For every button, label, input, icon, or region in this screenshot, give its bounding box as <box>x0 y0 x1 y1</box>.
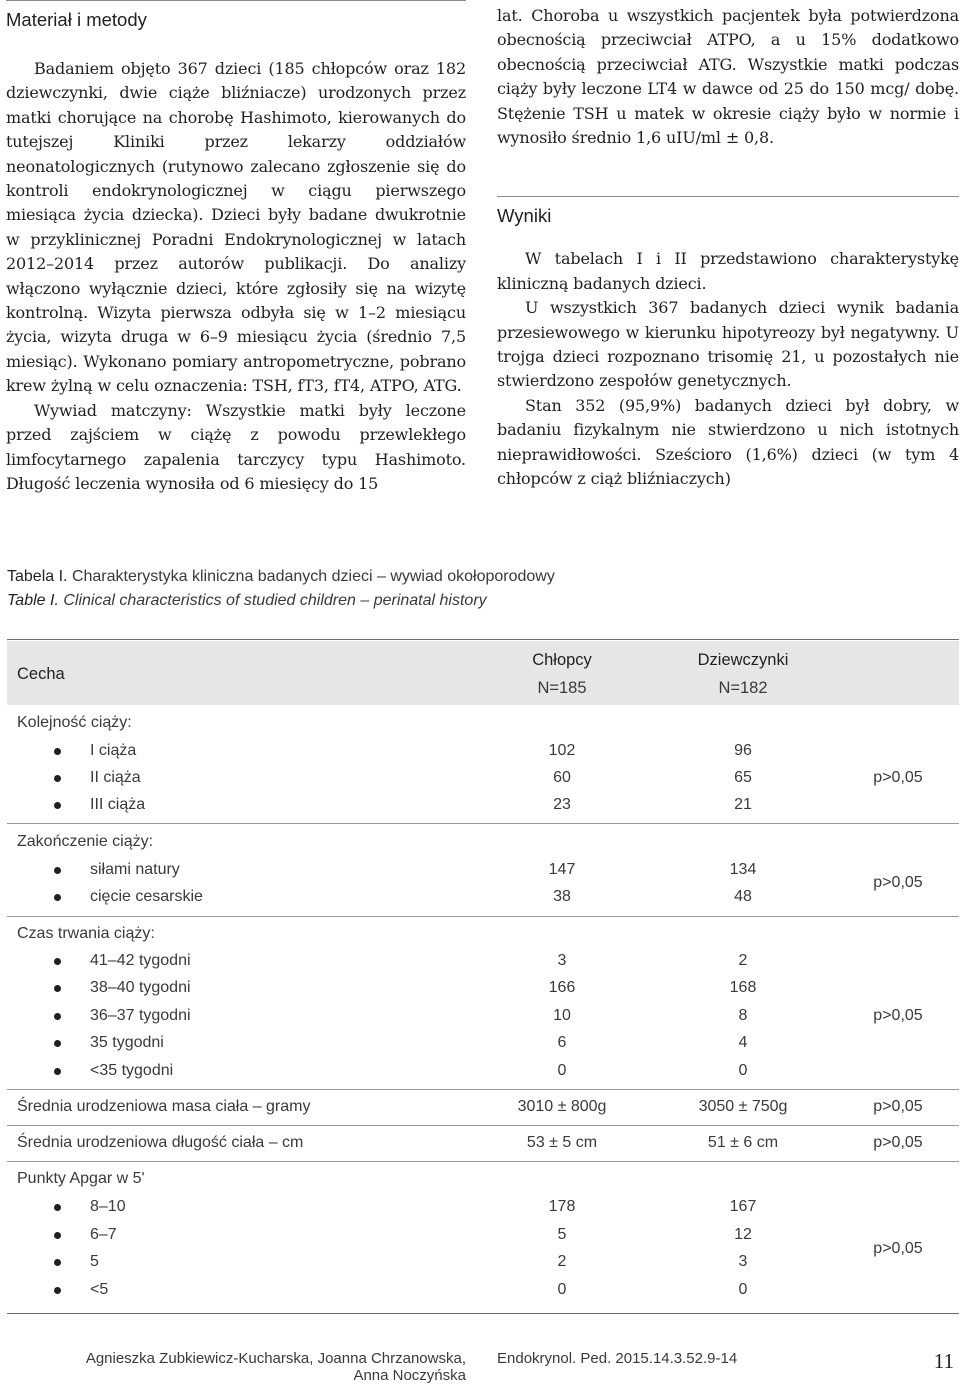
bullet-icon <box>54 1232 61 1239</box>
table-bottom-rule <box>7 1313 959 1314</box>
row-value-girls: 2 <box>738 952 748 969</box>
row-label: 5 <box>90 1253 99 1270</box>
row-value-girls: 8 <box>738 1007 748 1024</box>
bullet-icon <box>54 802 61 809</box>
row-label: siłami natury <box>90 861 180 878</box>
header-boys: Chłopcy <box>532 651 592 669</box>
footer-journal: Endokrynol. Ped. 2015.14.3.52.9-14 <box>497 1350 738 1367</box>
row-value-girls: 3050 ± 750g <box>698 1098 788 1115</box>
bullet-icon <box>54 1068 61 1075</box>
row-value-boys: 3 <box>557 952 567 969</box>
row-label: <35 tygodni <box>90 1062 174 1079</box>
table-caption-en-text: Clinical characteristics of studied children – perinatal history <box>63 592 487 609</box>
table-top-rule <box>7 639 959 640</box>
p-value: p>0,05 <box>873 1240 923 1257</box>
results-paragraph-3: Stan 352 (95,9%) badanych dzieci był dobry, w badaniu fizykalnym nie stwierdzono u nich istotnych nieprawidłowości. Sześcioro (1,6%) dzieci (w tym 4 chłopców z ciąż bliźniaczych) <box>497 395 959 489</box>
row-value-boys: 23 <box>553 796 571 813</box>
row-value-girls: 48 <box>734 888 752 905</box>
row-label: 36–37 tygodni <box>90 1007 191 1024</box>
row-label: <5 <box>90 1281 109 1298</box>
table-caption-en-label: Table I. <box>7 592 59 609</box>
group-title-duration: Czas trwania ciąży: <box>17 925 155 942</box>
bullet-icon <box>54 958 61 965</box>
bullet-icon <box>54 1013 61 1020</box>
right-column <box>497 0 959 492</box>
left-column <box>6 0 466 496</box>
row-value-girls: 168 <box>729 979 757 996</box>
row-value-girls: 21 <box>734 796 752 813</box>
row-divider <box>7 1125 959 1126</box>
footer-authors-line2: Anna Noczyńska <box>353 1367 466 1384</box>
results-paragraph-2: U wszystkich 367 badanych dzieci wynik badania przesiewowego w kierunku hipotyreozy był negatywny. U trojga dzieci rozpoznano trisomię 21, u pozostałych nie stwierdzono zespołów genetycznych. <box>497 298 959 391</box>
header-boys-n: N=185 <box>537 679 587 697</box>
row-value-girls: 96 <box>734 742 752 759</box>
row-value-boys: 5 <box>557 1226 567 1243</box>
bullet-icon <box>54 894 61 901</box>
row-value-boys: 3010 ± 800g <box>517 1098 607 1115</box>
row-value-boys: 166 <box>548 979 576 996</box>
bullet-icon <box>54 1204 61 1211</box>
row-value-boys: 102 <box>548 742 576 759</box>
bullet-icon <box>54 775 61 782</box>
group-title-delivery: Zakończenie ciąży: <box>17 833 154 850</box>
row-value-girls: 134 <box>729 861 757 878</box>
row-value-boys: 147 <box>548 861 576 878</box>
row-divider <box>7 1161 959 1162</box>
row-value-boys: 0 <box>557 1281 567 1298</box>
header-girls: Dziewczynki <box>697 651 789 669</box>
row-value-boys: 0 <box>557 1062 567 1079</box>
row-label: 38–40 tygodni <box>90 979 191 996</box>
row-label: cięcie cesarskie <box>90 888 203 905</box>
row-value-boys: 10 <box>553 1007 571 1024</box>
bullet-icon <box>54 748 61 755</box>
row-value-girls: 4 <box>738 1034 748 1051</box>
row-value-boys: 53 ± 5 cm <box>526 1134 598 1151</box>
row-label: 8–10 <box>90 1198 126 1215</box>
methods-continuation: lat. Choroba u wszystkich pacjentek była potwierdzona obecnością przeciwciał ATPO, a u 15% dodatkowo obecnością przeciwciał ATG. Wszystkie matki podczas ciąży były leczone LT4 w dawce od 25 do 150 mcg/ dobę. Stężenie TSH u matek w okresie ciąży było w normie i wynosiło średnio 1,6 uIU/ml ± 0,8. <box>497 6 959 148</box>
results-paragraph-1: W tabelach I i II przedstawiono charakterystykę kliniczną badanych dzieci. <box>497 249 959 293</box>
table-caption-pl-text: Charakterystyka kliniczna badanych dzieci – wywiad okołoporodowy <box>71 568 555 585</box>
table-caption-pl <box>7 568 555 586</box>
bullet-icon <box>54 985 61 992</box>
row-value-boys: 6 <box>557 1034 567 1051</box>
bullet-icon <box>54 1287 61 1294</box>
methods-paragraph-2: Wywiad matczyny: Wszystkie matki były leczone przed zajściem w ciążę z powodu przewlekłego limfocytarnego zapalenia tarczycy typu Hashimoto. Długość leczenia wynosiła od 6 miesięcy do 15 <box>6 400 466 493</box>
section-heading-methods: Materiał i metody <box>6 9 147 30</box>
footer-authors <box>86 1350 466 1384</box>
row-divider <box>7 1089 959 1090</box>
header-feature: Cecha <box>17 665 65 683</box>
p-value: p>0,05 <box>873 1134 923 1151</box>
row-label: I ciąża <box>90 742 137 759</box>
row-label: 35 tygodni <box>90 1034 164 1051</box>
group-title-apgar: Punkty Apgar w 5' <box>17 1170 145 1187</box>
table-header <box>7 641 959 705</box>
row-divider <box>7 916 959 917</box>
row-label: II ciąża <box>90 769 141 786</box>
row-divider <box>7 823 959 824</box>
bullet-icon <box>54 1040 61 1047</box>
section-heading-results: Wyniki <box>497 205 552 227</box>
row-label-length: Średnia urodzeniowa długość ciała – cm <box>17 1134 304 1151</box>
row-label: III ciąża <box>90 796 146 813</box>
column-top-rule <box>6 0 466 1</box>
bullet-icon <box>54 1259 61 1266</box>
methods-paragraph-1: Badaniem objęto 367 dzieci (185 chłopców oraz 182 dziewczynki, dwie ciąże bliźniacze) urodzonych przez matki chorujące na chorobę Hashimoto, kierowanych do tutejszej Kliniki przez lekarzy oddziałów neonatologicznych (rutynowo zalecano zgłoszenie się do kontroli endokrynologicznej w ciągu pierwszego miesiąca życia dziecka). Dzieci były badane dwukrotnie w przyklinicznej Poradni Endokrynologicznej w latach 2012–2014 przez autorów publikacji. Do analizy włączono wyłącznie dzieci, które zgłosiły się na wizytę kontrolną. Wizyta pierwsza odbyła się w 1–2 miesiącu życia, wizyta druga w 6–9 miesiącu życia (średnio 7,5 miesiąc). Wykonano pomiary antropometryczne, pobrano krew żylną w celu oznaczenia: TSH, fT3, fT4, ATPO, ATG. <box>6 59 466 396</box>
row-value-boys: 38 <box>553 888 571 905</box>
page-number: 11 <box>933 1349 954 1373</box>
footer-authors-line1: Agnieszka Zubkiewicz-Kucharska, Joanna Chrzanowska, <box>85 1350 466 1367</box>
p-value: p>0,05 <box>873 1098 923 1115</box>
row-value-boys: 2 <box>557 1253 567 1270</box>
p-value: p>0,05 <box>873 874 923 891</box>
row-value-girls: 65 <box>734 769 752 786</box>
row-label-weight: Średnia urodzeniowa masa ciała – gramy <box>17 1098 311 1115</box>
row-value-boys: 60 <box>553 769 571 786</box>
table-caption-pl-label: Tabela I. <box>7 568 68 585</box>
header-girls-n: N=182 <box>718 679 768 697</box>
row-value-girls: 167 <box>729 1198 757 1215</box>
row-value-girls: 0 <box>738 1062 748 1079</box>
row-label: 41–42 tygodni <box>90 952 191 969</box>
row-value-girls: 12 <box>734 1226 752 1243</box>
p-value: p>0,05 <box>873 1007 923 1024</box>
row-label: 6–7 <box>90 1226 117 1243</box>
row-value-girls: 51 ± 6 cm <box>707 1134 779 1151</box>
row-value-boys: 178 <box>548 1198 576 1215</box>
bullet-icon <box>54 867 61 874</box>
p-value: p>0,05 <box>873 769 923 786</box>
row-value-girls: 0 <box>738 1281 748 1298</box>
row-value-girls: 3 <box>738 1253 748 1270</box>
results-top-rule <box>497 196 959 197</box>
table-caption-en <box>7 592 487 610</box>
group-title-order: Kolejność ciąży: <box>17 714 132 731</box>
